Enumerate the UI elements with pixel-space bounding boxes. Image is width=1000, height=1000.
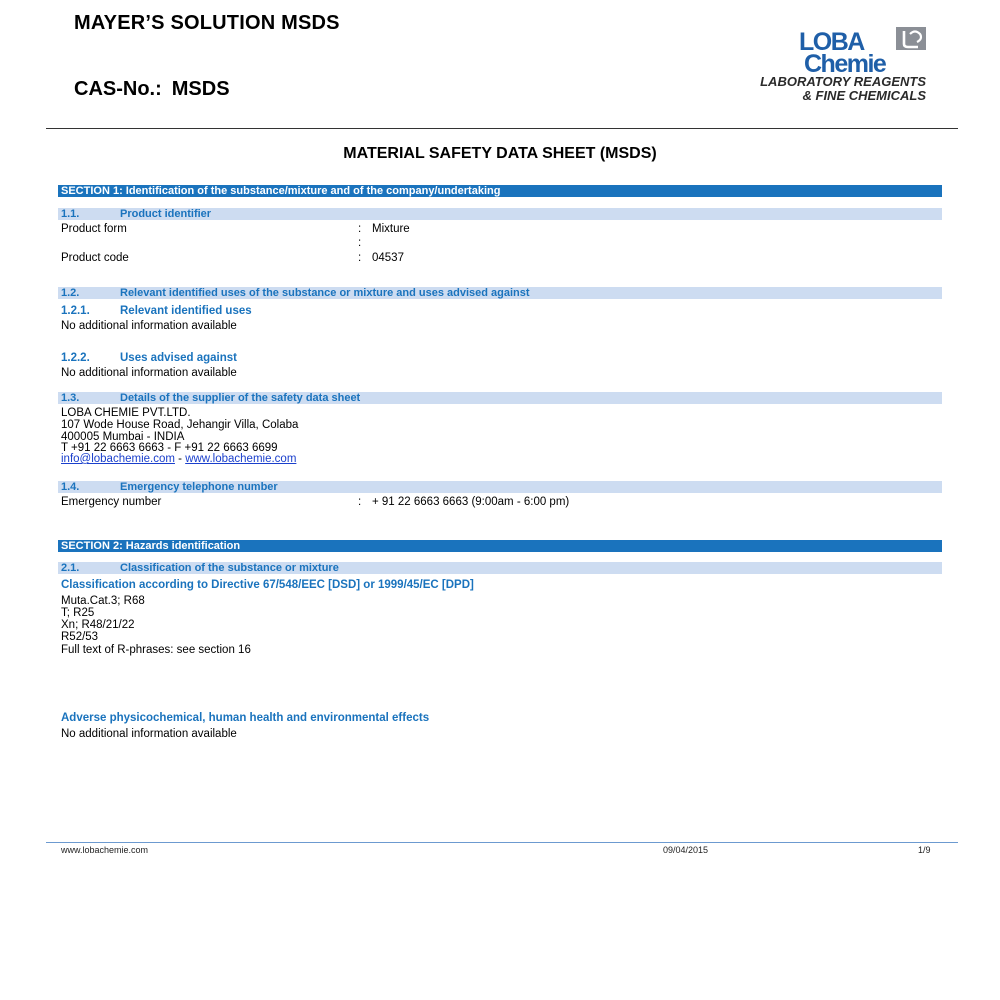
empty-field-colon: : [358,237,362,249]
logo-tagline-2: & FINE CHEMICALS [802,88,926,103]
classification-heading: Classification according to Directive 67/548/EEC [DSD] or 1999/45/EC [DPD] [61,579,474,591]
supplier-name: LOBA CHEMIE PVT.LTD. [61,407,191,419]
subsection-title: Relevant identified uses [120,305,252,317]
emergency-number-label: Emergency number [61,496,162,508]
subsection-number: 1.2.2. [61,352,90,364]
logo-tagline-1: LABORATORY REAGENTS [760,74,926,89]
subsection-1-2-bar [58,287,942,299]
subsection-2-1-bar [58,562,942,574]
uses-advised-against-text: No additional information available [61,367,237,379]
classification-line: T; R25 [61,607,95,619]
section-1-heading: SECTION 1: Identification of the substance/mixture and of the company/undertaking [58,185,942,197]
subsection-number: 1.3. [61,392,80,404]
classification-line: R52/53 [61,631,99,643]
supplier-address-line1: 107 Wode House Road, Jehangir Villa, Colaba [61,419,299,431]
footer-date: 09/04/2015 [663,845,709,855]
subsection-1-1-bar [58,208,942,220]
link-separator: - [174,453,186,465]
footer-divider [46,842,958,843]
product-form-colon: : [358,223,362,235]
product-form-value: Mixture [372,223,410,235]
adverse-effects-heading: Adverse physicochemical, human health and environmental effects [61,712,430,724]
product-form-label: Product form [61,223,127,235]
subsection-1-4-bar [58,481,942,493]
full-text-note: Full text of R-phrases: see section 16 [61,644,251,656]
supplier-address-line2: 400005 Mumbai - INDIA [61,431,185,443]
product-code-value: 04537 [372,252,404,264]
subsection-title: Uses advised against [120,352,237,364]
document-title: MAYER’S SOLUTION MSDS [74,12,340,34]
cas-value: MSDS [171,78,230,100]
sheet-title: MATERIAL SAFETY DATA SHEET (MSDS) [343,145,657,162]
subsection-title: Relevant identified uses of the substance or mixture and uses advised against [120,287,530,299]
subsection-title: Classification of the substance or mixture [120,562,339,574]
subsection-number: 1.1. [61,208,80,220]
company-logo [700,24,930,104]
subsection-1-2-2-heading [61,352,237,365]
subsection-1-3-bar [58,392,942,404]
classification-line: Muta.Cat.3; R68 [61,595,145,607]
subsection-number: 2.1. [61,562,80,574]
subsection-title: Details of the supplier of the safety data sheet [120,392,361,404]
subsection-number: 1.4. [61,481,80,493]
logo-text-chemie: Chemie [804,50,886,78]
product-code-label: Product code [61,252,129,264]
subsection-title: Emergency telephone number [120,481,278,493]
emergency-number-value: + 91 22 6663 6663 (9:00am - 6:00 pm) [372,496,570,508]
footer-page-number: 1/9 [918,845,931,855]
cas-number [74,78,230,101]
relevant-uses-text: No additional information available [61,320,237,332]
subsection-number: 1.2. [61,287,80,299]
subsection-title: Product identifier [120,208,212,220]
section-2-heading: SECTION 2: Hazards identification [58,540,942,552]
supplier-website-link[interactable]: www.lobachemie.com [185,453,297,465]
logo-text-loba: LOBA [799,28,864,56]
cas-label: CAS-No.: [74,78,162,100]
classification-line: Xn; R48/21/22 [61,619,135,631]
supplier-phone: T +91 22 6663 6663 - F +91 22 6663 6699 [61,442,278,454]
subsection-1-2-1-heading [61,305,252,318]
footer-website: www.lobachemie.com [61,845,149,855]
subsection-number: 1.2.1. [61,305,90,317]
emergency-number-colon: : [358,496,362,508]
adverse-effects-text: No additional information available [61,728,237,740]
supplier-contact-links [61,453,296,465]
supplier-email-link[interactable]: info@lobachemie.com [61,453,175,465]
header-divider [46,128,958,129]
product-code-colon: : [358,252,362,264]
